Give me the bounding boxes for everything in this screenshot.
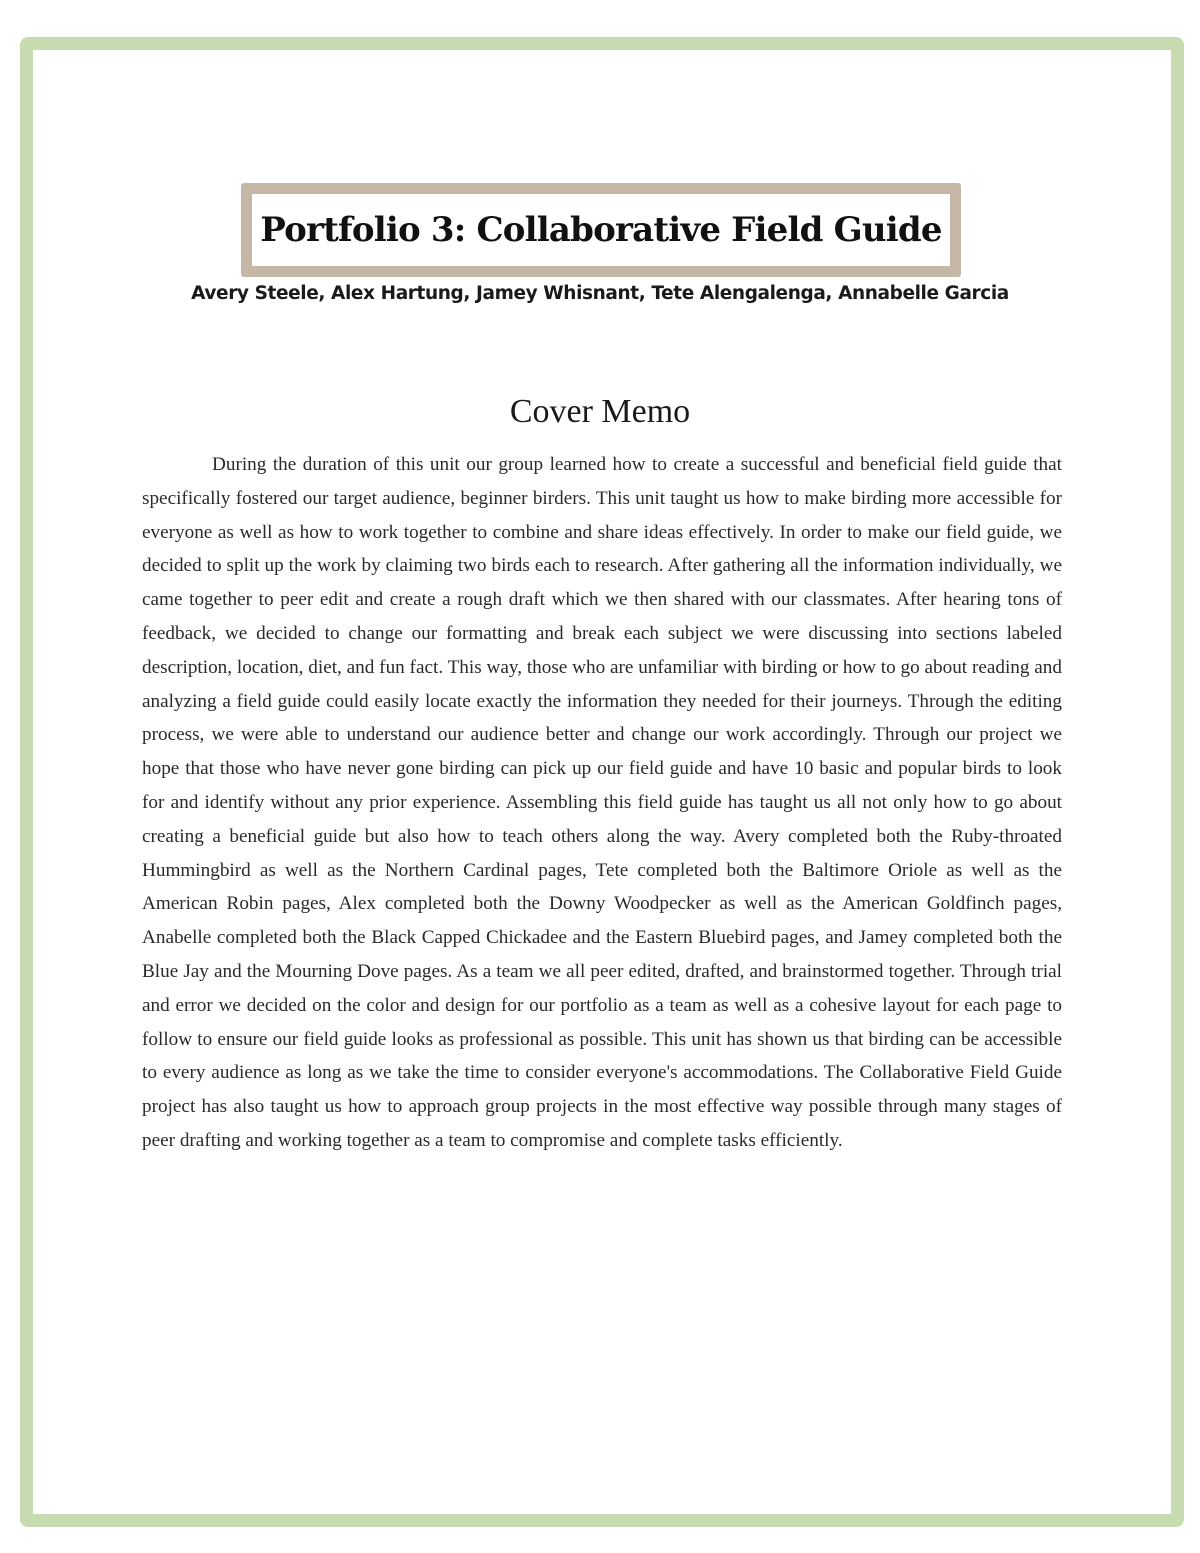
memo-body: During the duration of this unit our group learned how to create a successful and beneficial field guide that specifically fostered our target audience, beginner birders. This unit taught us how to make birding more accessible for everyone as well as how to work together to combine and share ideas effectively. In order to make our field guide, we decided to split up the work by claiming two birds each to research. After gathering all the information individually, we came together to peer edit and create a rough draft which we then shared with our classmates. After hearing tons of feedback, we decided to change our formatting and break each subject we were discussing into sections labeled description, location, diet, and fun fact. This way, those who are unfamiliar with birding or how to go about reading and analyzing a field guide could easily locate exactly the information they needed for their journeys. Through the editing process, we were able to understand our audience better and change our work accordingly. Through our project we hope that those who have never gone birding can pick up our field guide and have 10 basic and popular birds to look for and identify without any prior experience. Assembling this field guide has taught us all not only how to go about creating a beneficial guide but also how to teach others along the way. Avery completed both the Ruby-throated Hummingbird as well as the Northern Cardinal pages, Tete completed both the Baltimore Oriole as well as the American Robin pages, Alex completed both the Downy Woodpecker as well as the American Goldfinch pages, Anabelle completed both the Black Capped Chickadee and the Eastern Bluebird pages, and Jamey completed both the Blue Jay and the Mourning Dove pages. As a team we all peer edited, drafted, and brainstormed together. Through trial and error we decided on the color and design for our portfolio as a team as well as a cohesive layout for each page to follow to ensure our field guide looks as professional as possible. This unit has shown us that birding can be accessible to every audience as long as we take the time to consider everyone's accommodations. The Collaborative Field Guide project has also taught us how to approach group projects in the most effective way possible through many stages of peer drafting and working together as a team to compromise and complete tasks efficiently. <box>142 454 1062 1151</box>
memo-heading: Cover Memo <box>509 393 691 430</box>
document-title: Portfolio 3: Collaborative Field Guide <box>260 210 942 250</box>
title-box <box>241 183 961 277</box>
author-list: Avery Steele, Alex Hartung, Jamey Whisnant, Tete Alengalenga, Annabelle Garcia <box>191 283 1009 304</box>
